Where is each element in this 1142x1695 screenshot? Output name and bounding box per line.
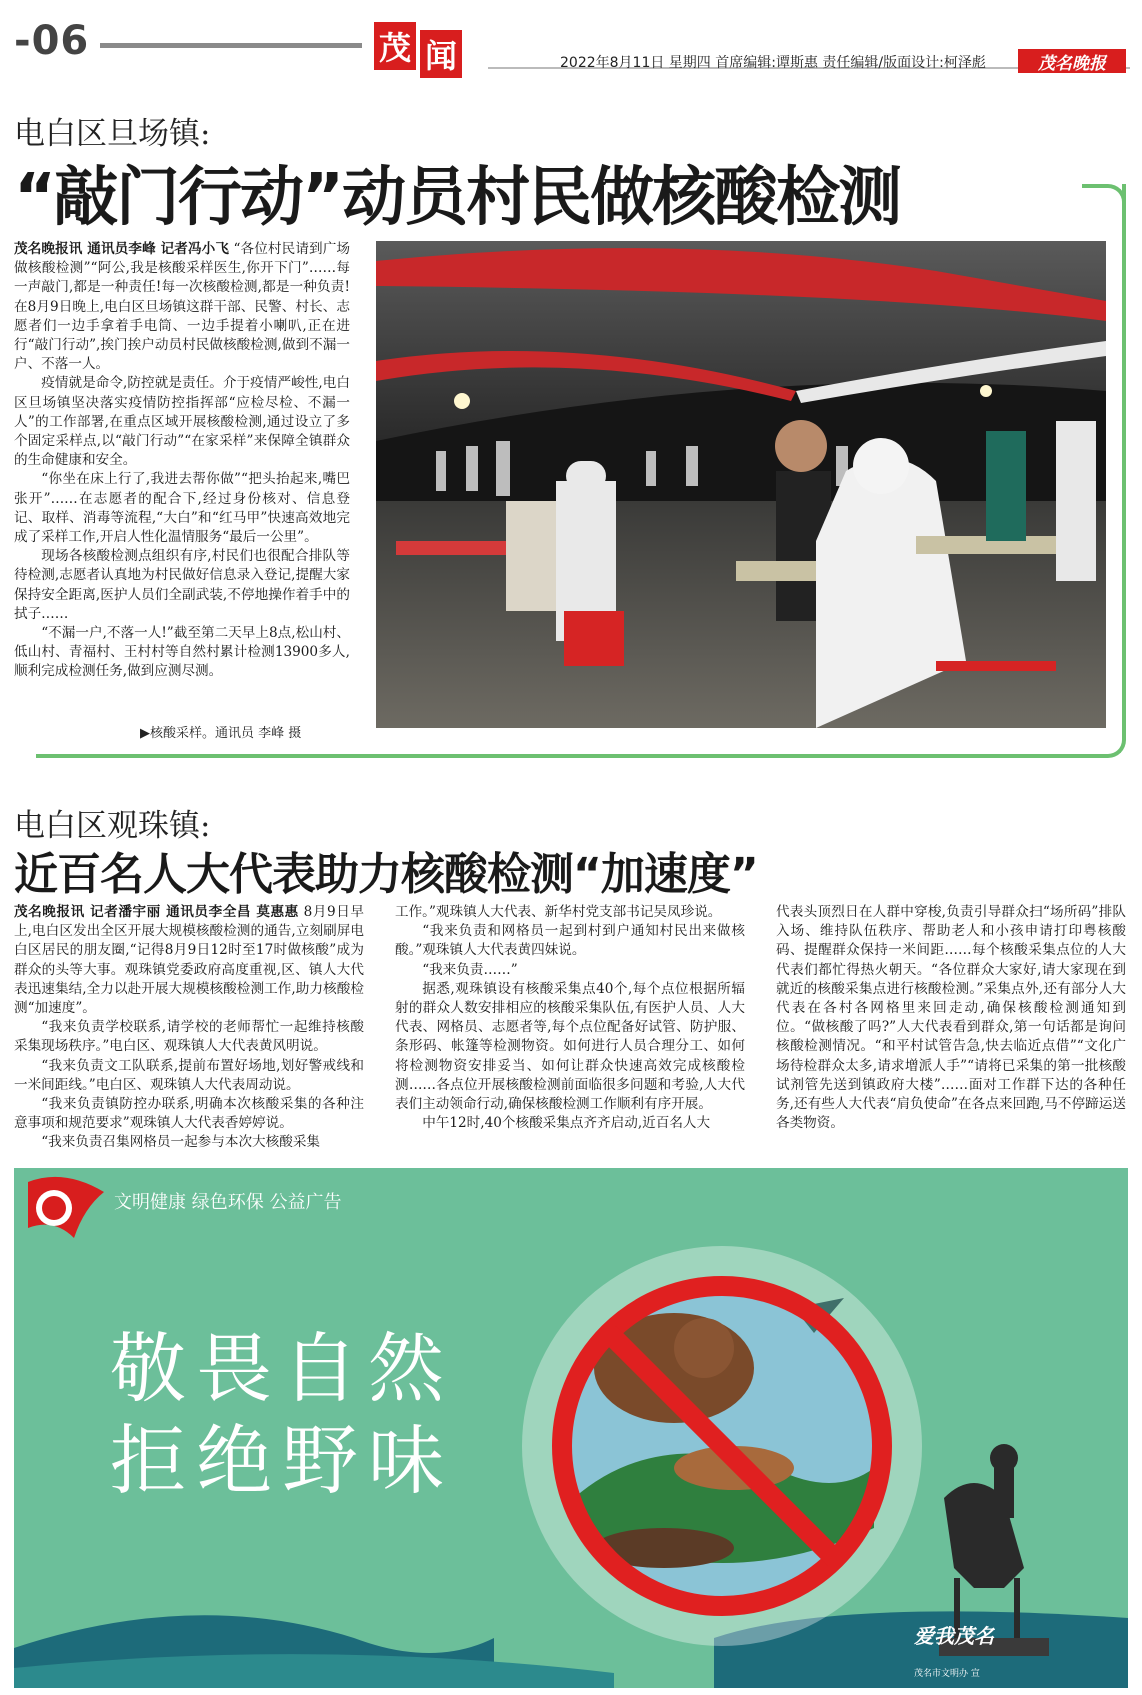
ad-slogan-line-1: 敬畏自然	[110, 1324, 454, 1413]
article2-paragraph: “我来负责……”	[422, 961, 518, 978]
article1-frame-corner	[1082, 184, 1126, 208]
article1-para-text: “各位村民请到广场做核酸检测”“阿公,我是核酸采样医生,你开下门”……每一声敲门,都是一种责任!每一次核酸检测,都是一种负责!在8月9日晚上,电白区旦场镇这群干部、民警、村长、志愿者们一边手拿着手电筒、一边手提着小喇叭,正在进行“敲门行动”,挨门挨户动员村民做核酸检测,做到不漏一户、不落一人。	[14, 241, 350, 373]
ad-slogan-line-2: 拒绝野味	[110, 1416, 454, 1505]
article2-paragraph: “我来负责和网格员一起到村到户通知村民出来做核酸。”观珠镇人大代表黄四妹说。	[395, 923, 745, 959]
article2-paragraph: “我来负责召集网格员一起参与本次大核酸采集	[41, 1134, 321, 1151]
article2-paragraph: 工作。”观珠镇人大代表、新华村党支部书记吴凤珍说。	[395, 904, 722, 920]
article2-column-1	[14, 903, 364, 1153]
article1-title: “敲门行动”动员村民做核酸检测	[14, 161, 901, 235]
article2-para-text: 8月9日早上,电白区发出全区开展大规模核酸检测的通告,立刻刷屏电白区居民的朋友圈,“记得8月9日12时至17时做核酸”成为群众的头等大事。观珠镇党委政府高度重视,区、镇人大代表迅速集结,全力以赴开展大规模核酸检测工作,助力核酸检测“加速度”。	[14, 904, 364, 1017]
article1-byline: 茂名晚报讯 通讯员李峰 记者冯小飞	[14, 241, 230, 257]
article1-paragraph: 现场各核酸检测点组织有序,村民们也很配合排队等待检测,志愿者认真地为村民做好信息录入登记,提醒大家保持安全距离,医护人员们全副武装,不停地操作着手中的拭子……	[14, 548, 350, 622]
article1-paragraph	[14, 240, 350, 374]
article2-kicker: 电白区观珠镇:	[14, 808, 211, 844]
article2-paragraph: 代表头顶烈日在人群中穿梭,负责引导群众扫“场所码”排队入场、维持队伍秩序、帮助老人和小孩申请打印粤核酸码、提醒群众保持一米间距……每个核酸采集点位的人大代表们都忙得热火朝天。“各位群众大家好,请大家现在到就近的核酸采集点进行核酸检测。”采集点外,还有部分人大代表在各村各网格里来回走动,确保核酸检测通知到位。“做核酸了吗?”人大代表看到群众,第一句话都是询问核酸检测情况。“和平村试管告急,快去临近点借”“文化广场待检群众太多,请求增派人手”“请将已采集的第一批核酸试剂管先送到镇政府大楼”……面对工作群下达的各种任务,还有些人大代表“肩负使命”在各点来回跑,马不停蹄运送各类物资。	[776, 904, 1126, 1132]
article2-paragraph: “我来负责学校联系,请学校的老师帮忙一起维持核酸采集现场秩序。”电白区、观珠镇人大代表黄风明说。	[14, 1019, 364, 1055]
article2-paragraph: “我来负责镇防控办联系,明确本次核酸采集的各种注意事项和规范要求”观珠镇人大代表香婷婷说。	[14, 1096, 364, 1132]
photo-caption: ▶核酸采样。通讯员 李峰 摄	[140, 726, 302, 741]
no-wildlife-icon	[522, 1246, 922, 1646]
page-number: -06	[14, 18, 90, 64]
article1-paragraph: “不漏一户,不落一人!”截至第二天早上8点,松山村、低山村、青福村、王村村等自然村累计检测13900多人,顺利完成检测任务,做到应测尽测。	[14, 625, 350, 680]
article1-kicker: 电白区旦场镇:	[14, 116, 211, 152]
article2-paragraph: 中午12时,40个核酸采集点齐齐启动,近百名人大	[422, 1115, 711, 1132]
ad-office: 茂名市文明办 宣	[914, 1669, 980, 1679]
article2-column-2	[395, 903, 745, 1133]
section-char-2: 闻	[420, 30, 462, 78]
date-line: 2022年8月11日 星期四 首席编辑:谭斯惠 责任编辑/版面设计:柯泽彪	[560, 55, 986, 71]
article2-paragraph	[14, 903, 364, 1018]
article2-title: 近百名人大代表助力核酸检测“加速度”	[14, 849, 758, 900]
article2-paragraph: “我来负责文工队联系,提前布置好场地,划好警戒线和一米间距线。”电白区、观珠镇人大代表周动说。	[14, 1057, 364, 1093]
article2-byline: 茂名晚报讯 记者潘宇丽 通讯员李全昌 莫惠惠	[14, 904, 299, 920]
article1-body	[14, 240, 350, 682]
ad-tagline: 文明健康 绿色环保 公益广告	[114, 1192, 342, 1213]
testing-site-illustration	[376, 241, 1106, 728]
testing-site-photo	[376, 241, 1106, 728]
header-rule-left	[100, 43, 362, 48]
section-char-1: 茂	[374, 22, 416, 70]
newspaper-logo: 茂名晚报	[1018, 49, 1126, 73]
ad-love-maoming: 爱我茂名	[914, 1624, 994, 1648]
article1-paragraph: “你坐在床上行了,我进去帮你做”“把头抬起来,嘴巴张开”……在志愿者的配合下,经过身份核对、信息登记、取样、消毒等流程,“大白”和“红马甲”快速高效地完成了采样工作,开启人性化温情服务“最后一公里”。	[14, 471, 350, 546]
article1-paragraph: 疫情就是命令,防控就是责任。介于疫情严峻性,电白区旦场镇坚决落实疫情防控指挥部“应检尽检、不漏一人”的工作部署,在重点区域开展核酸检测,通过设立了多个固定采样点,以“敲门行动”“在家采样”来保障全镇群众的生命健康和安全。	[14, 375, 350, 469]
public-service-ad	[14, 1168, 1128, 1688]
article2-paragraph: 据悉,观珠镇设有核酸采集点40个,每个点位根据所辐射的群众人数安排相应的核酸采集队伍,有医护人员、人大代表、网格员、志愿者等,每个点位配备好试管、防护服、条形码、帐篷等检测物资。如何进行人员合理分工、如何将检测物资安排妥当、如何让群众快速高效完成核酸检测……各点位开展核酸检测前面临很多问题和考验,人大代表们主动领命行动,确保核酸检测工作顺利有序开展。	[395, 980, 745, 1113]
article2-column-3	[776, 903, 1126, 1133]
